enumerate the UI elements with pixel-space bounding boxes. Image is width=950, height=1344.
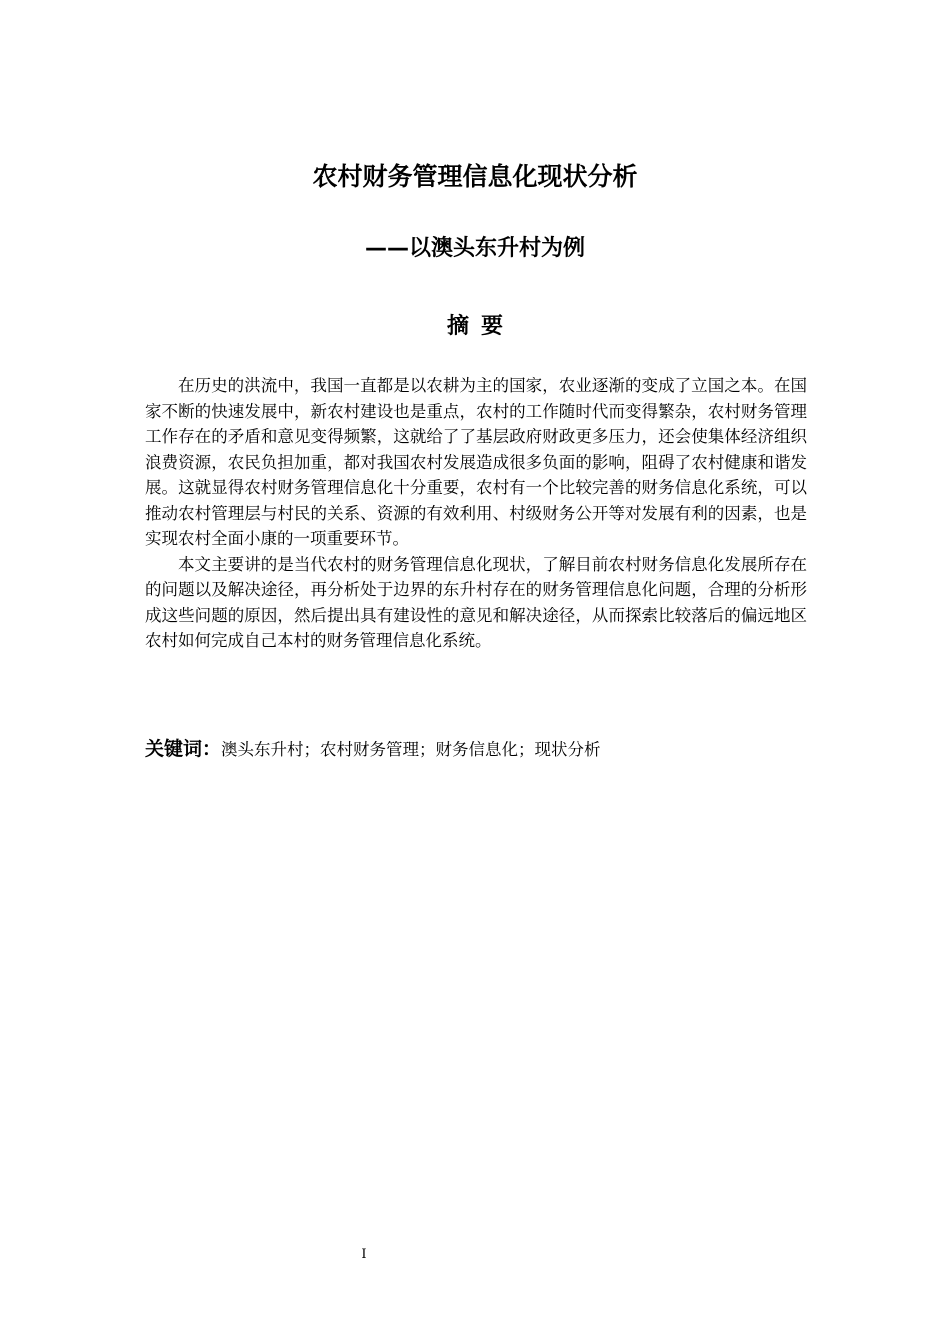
document-title: 农村财务管理信息化现状分析 [312,162,638,191]
abstract-body [145,373,807,654]
abstract-paragraph-2: 本文主要讲的是当代农村的财务管理信息化现状，了解目前农村财务信息化发展所存在的问题以及解决途径，再分析处于边界的东升村存在的财务管理信息化问题，合理的分析形成这些问题的原因，然后提出具有建设性的意见和解决途径，从而探索比较落后的偏远地区农村如何完成自己本村的财务管理信息化系统。 [145,554,807,650]
abstract-heading: 摘要 [446,314,515,339]
keywords-label: 关键词： [145,738,222,760]
keywords-text: 澳头东升村；农村财务管理；财务信息化；现状分析 [221,740,601,759]
keywords-line [145,734,807,761]
document-subtitle: ——以澳头东升村为例 [364,236,585,261]
page-number: I [361,1247,367,1262]
abstract-paragraph-1: 在历史的洪流中，我国一直都是以农耕为主的国家，农业逐渐的变成了立国之本。在国家不断的快速发展中，新农村建设也是重点，农村的工作随时代而变得繁杂，农村财务管理工作存在的矛盾和意见变得频繁，这就给了了基层政府财政更多压力，还会使集体经济组织浪费资源，农民负担加重，都对我国农村发展造成很多负面的影响，阻碍了农村健康和谐发展。这就显得农村财务管理信息化十分重要，农村有一个比较完善的财务信息化系统，可以推动农村管理层与村民的关系、资源的有效利用、村级财务公开等对发展有利的因素，也是实现农村全面小康的一项重要环节。 [145,376,807,548]
